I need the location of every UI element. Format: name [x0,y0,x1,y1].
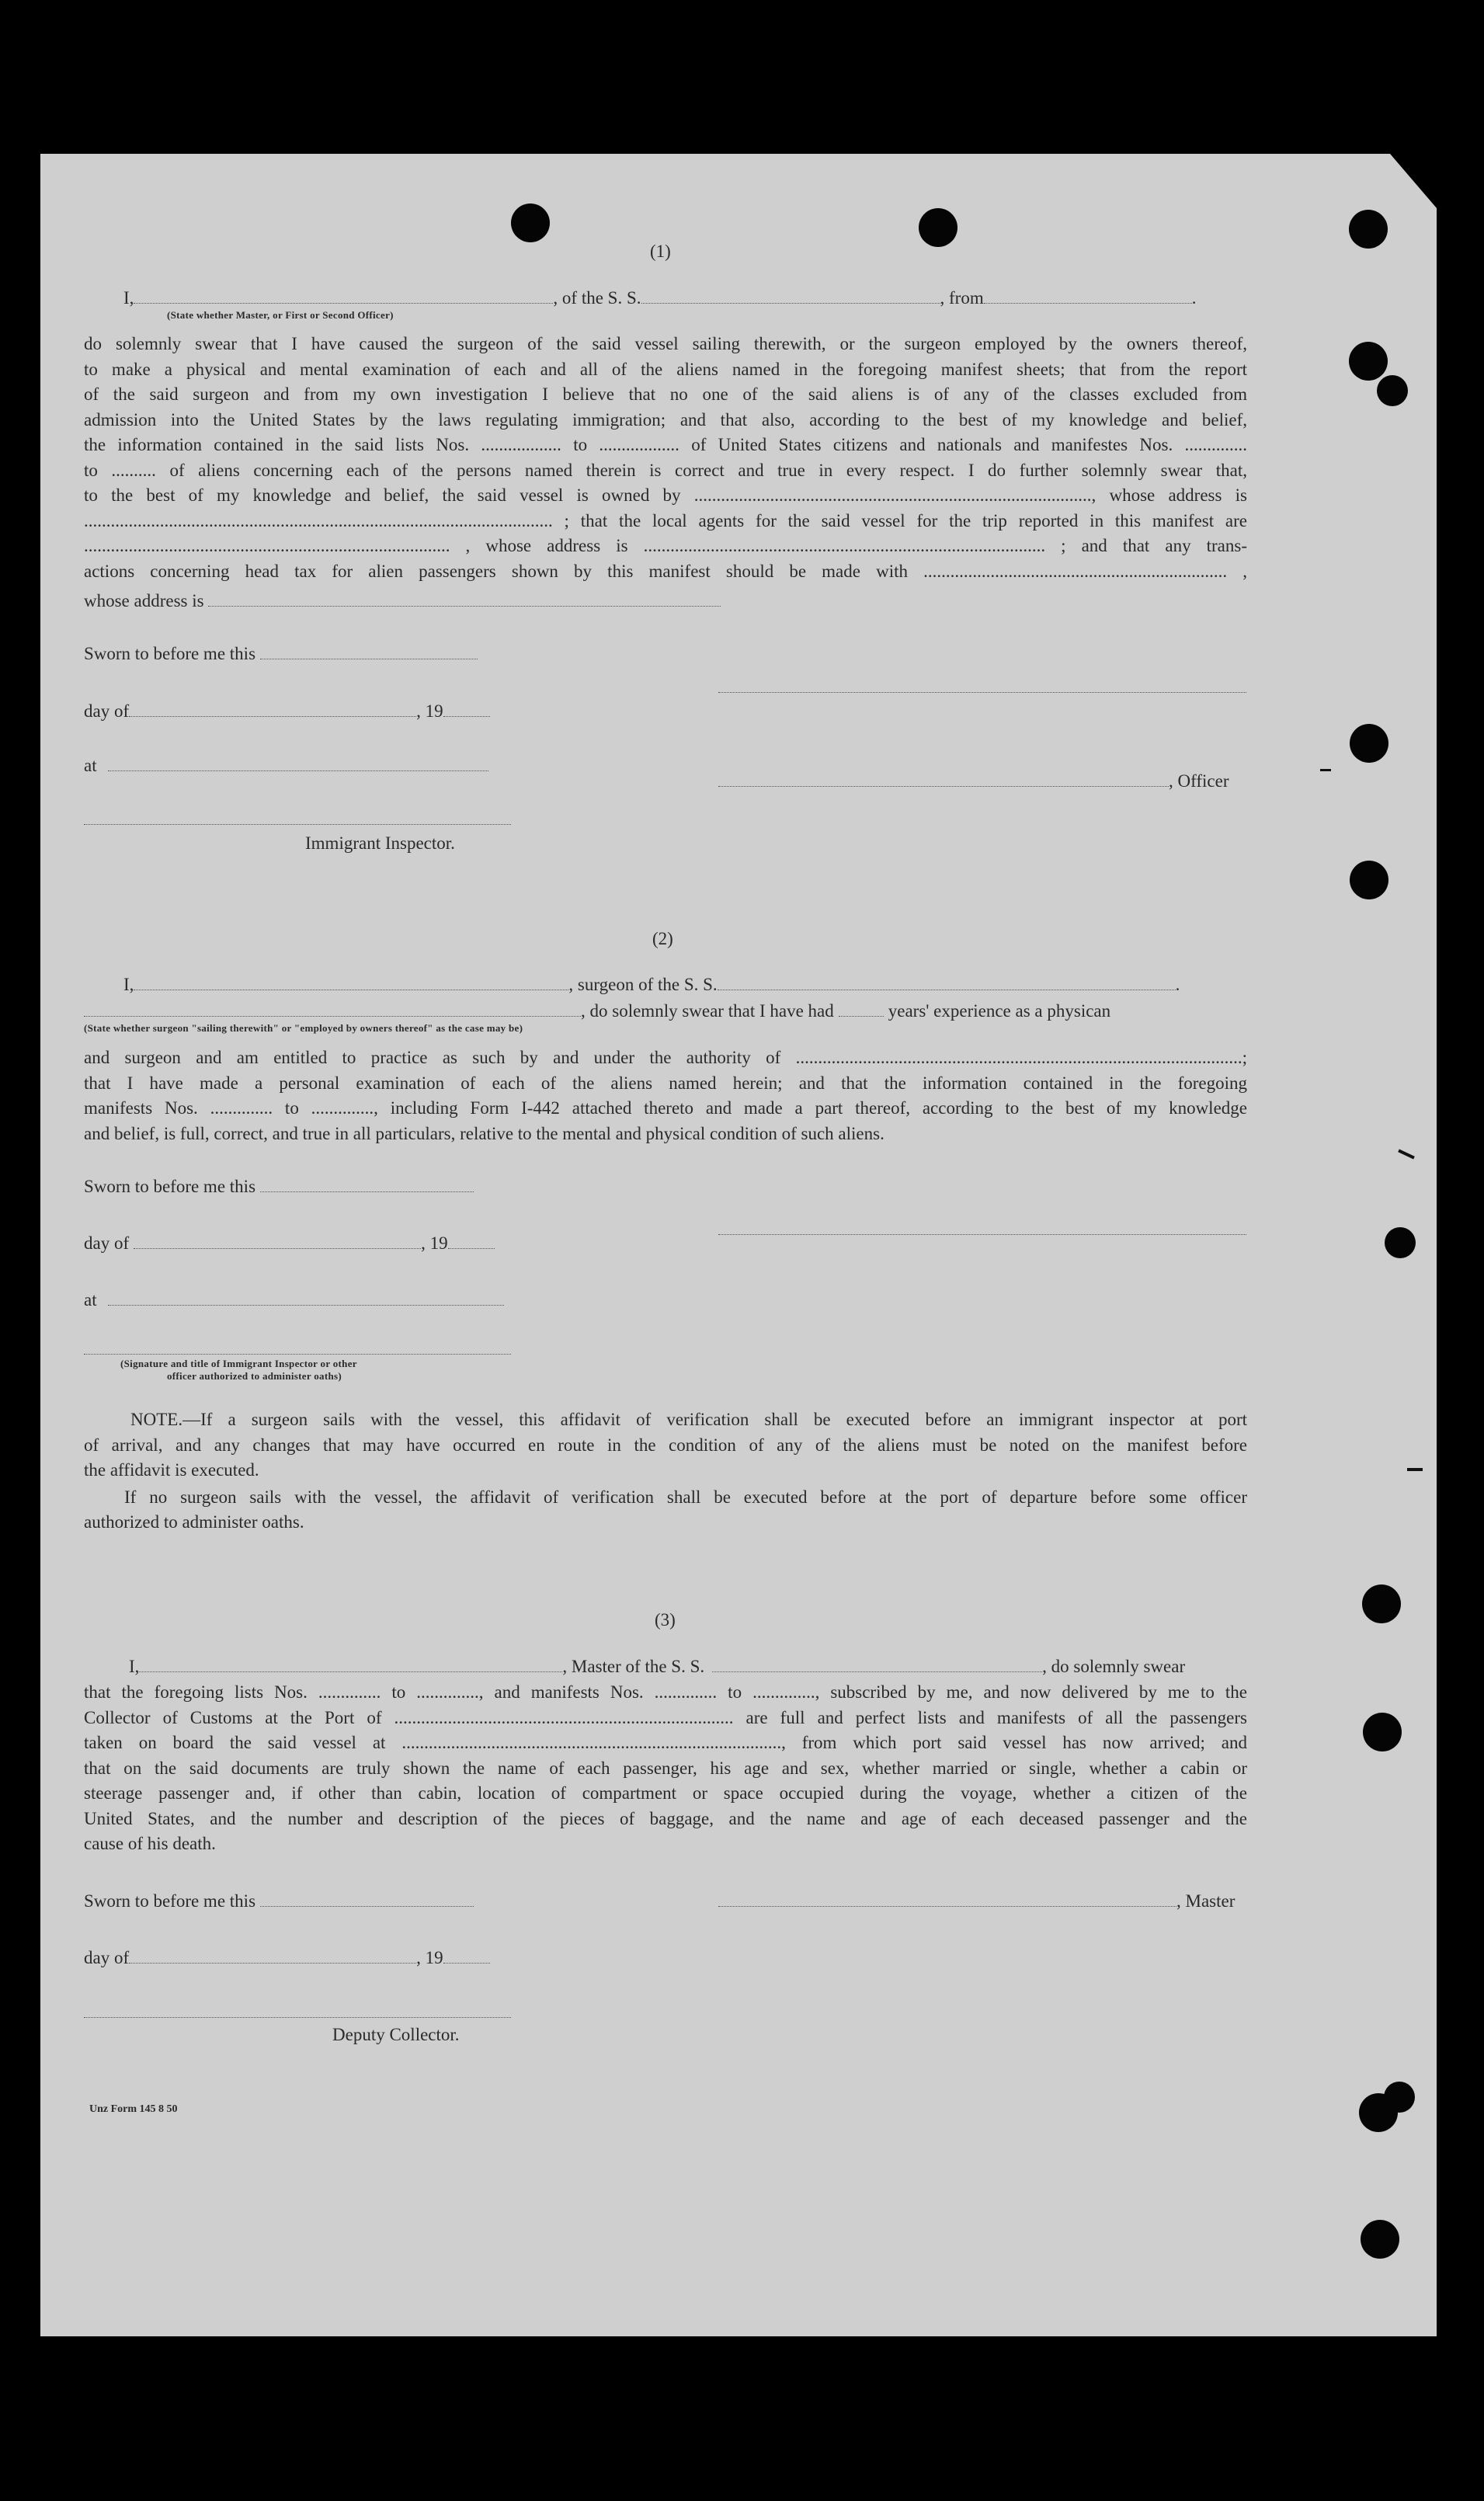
surgeon-text [84,1045,1247,1122]
blank-field [108,755,488,771]
master-text-last: cause of his death. [84,1834,216,1853]
text-line: .................................................................................. , whose address is .......................................................................................... ; and that any trans- [84,536,1247,555]
blank-field [134,287,553,304]
text: Sworn to before me this [84,1177,256,1196]
signature-line [84,2016,511,2018]
folded-corner [1390,154,1437,208]
blank-field [718,770,1169,787]
blank-field [260,1176,474,1192]
note-text-2 [84,1485,1247,1511]
blank-field [84,1000,581,1017]
day-line [84,1231,495,1256]
text-line: manifests Nos. .............. to .............., including Form I-442 attached thereto and made a part thereof, according to the best of my knowledge [84,1098,1247,1118]
section-number: (2) [652,929,673,948]
text-line: NOTE.—If a surgeon sails with the vessel, this affidavit of verification shall be executed before an immigrant inspector at port [130,1410,1247,1429]
blank-field [139,1656,562,1672]
punch-hole [1362,1584,1401,1623]
note-text-last: the affidavit is executed. [84,1460,259,1480]
master-signature [718,1889,1235,1914]
sworn-line [84,1174,474,1199]
text: day of [84,701,130,721]
inspector-title: Immigrant Inspector. [305,833,455,853]
blank-field [134,1233,421,1249]
text-line: steerage passenger and, if other than cabin, location of compartment or space occupied during the voyage, whether a citizen of the [84,1783,1247,1803]
master-opening [129,1654,1185,1679]
blank-field [641,287,940,304]
text: , Master [1176,1891,1236,1911]
blank-field [108,1289,504,1306]
text: , do solemnly swear that I have had [581,1001,834,1021]
text: day of [84,1233,130,1253]
blank-field [448,1233,495,1249]
text: , Officer [1169,771,1229,791]
text: I, [123,288,134,308]
note-text [84,1407,1247,1458]
blank-field [718,1891,1176,1907]
text: day of [84,1948,130,1967]
blank-field [443,701,490,717]
punch-hole [1384,2082,1415,2113]
oath-text [84,332,1247,584]
note-text-2-last: authorized to administer oaths. [84,1512,304,1532]
ink-mark [1320,769,1331,771]
at-line [84,1288,504,1313]
day-line [84,1946,490,1971]
punch-hole [919,208,957,247]
sworn-line [84,642,478,666]
punch-hole [511,203,550,242]
text-line: the information contained in the said lists Nos. .................. to .................. of United States citizens and nationals and manifestes Nos. .............. [84,435,1247,454]
text: , Master of the S. S. [562,1657,705,1676]
blank-field [208,590,721,607]
text-line: to the best of my knowledge and belief, the said vessel is owned by ........................................................................................., whose address is [84,485,1247,505]
signature-line [84,823,511,825]
at-line [84,753,488,778]
officer-signature [718,769,1229,794]
blank-field [129,1947,416,1964]
signature-note: officer authorized to administer oaths) [167,1370,342,1382]
text: , do solemnly swear [1042,1657,1186,1676]
whose-address [84,589,721,614]
text: Sworn to before me this [84,1891,256,1911]
text: at [84,756,97,775]
text: , 19 [421,1233,448,1253]
field-note: (State whether Master, or First or Second Officer) [167,309,394,321]
blank-field [134,974,568,990]
surgeon-text-last: and belief, is full, correct, and true in all particulars, relative to the mental and physical condition of such aliens. [84,1124,884,1143]
blank-field [260,1891,474,1907]
text-line: to .......... of aliens concerning each of the persons named therein is correct and true in every respect. I do further solemnly swear that, [84,460,1247,480]
text: whose address is [84,591,204,610]
blank-field [839,1000,884,1017]
punch-hole [1361,2220,1399,2259]
text: at [84,1290,97,1310]
blank-field [443,1947,490,1964]
deputy-title: Deputy Collector. [332,2025,460,2044]
text-line: ......................................................................................................... ; that the local agents for the said vessel for the trip reported in this manifest are [84,510,1247,530]
punch-hole [1363,1713,1402,1751]
master-text [84,1680,1247,1831]
text-line: United States, and the number and description of the pieces of baggage, and the name and age of each deceased passenger and the [84,1808,1247,1828]
blank-field [129,701,416,717]
section-number: (3) [655,1610,676,1630]
text-line: that I have made a personal examination of each of the aliens named herein; and that the information contained in the foregoing [84,1073,1247,1093]
punch-hole [1349,342,1388,381]
text-line: of the said surgeon and from my own investigation I believe that no one of the said aliens is of any of the classes excluded from [84,384,1247,404]
text-line: taken on board the said vessel at ....................................................................................., from which port said vessel has now arrived; and [84,1733,1247,1752]
field-note: (State whether surgeon "sailing therewith" or "employed by owners thereof" as the case may be) [84,1022,523,1034]
text-line: actions concerning head tax for alien passengers shown by this manifest should be made with .................................................................... , [84,561,1247,581]
text: I, [123,975,134,994]
text-line: do solemnly swear that I have caused the surgeon of the said vessel sailing therewith, or the surgeon employed by the owners thereof, [84,334,1247,353]
form-number: Unz Form 145 8 50 [89,2103,178,2115]
punch-hole [1350,724,1388,763]
text-line: If no surgeon sails with the vessel, the affidavit of verification shall be executed before at the port of departure before some officer [124,1487,1247,1507]
punch-hole [1349,210,1388,249]
text: , 19 [416,1948,443,1967]
text-line: of arrival, and any changes that may have occurred en route in the condition of any of the aliens must be noted on the manifest before [84,1435,1247,1455]
surgeon-opening: I, , surgeon of the S. S. . [123,975,1180,994]
section-number: (1) [650,242,671,261]
text: I, [129,1657,140,1676]
blank-field [718,974,1176,990]
text: , from [940,288,984,308]
text-line: admission into the United States by the laws regulating immigration; and that also, according to the best of my knowledge and belief, [84,409,1247,430]
signature-line [718,1233,1246,1235]
text: Sworn to before me this [84,644,256,663]
text: , surgeon of the S. S. [568,975,718,994]
ink-mark [1407,1468,1423,1471]
text-line: that the foregoing lists Nos. .............. to .............., and manifests Nos. .............. to .............., subscribed by me, and now delivered by me to the [84,1682,1247,1702]
blank-field [984,287,1192,304]
sworn-line [84,1889,474,1914]
text: , 19 [416,701,443,721]
text: years' experience as a physican [888,1001,1111,1021]
day-line [84,699,490,724]
signature-line [718,691,1246,693]
oath-opening: I, , of the S. S. , from . [123,288,1197,308]
punch-hole [1377,375,1408,406]
text-line: that on the said documents are truly shown the name of each passenger, his age and sex, whether married or single, whether a cabin or [84,1758,1247,1778]
text-line: to make a physical and mental examination of each and all of the aliens named in the foregoing manifest sheets; that from the report [84,359,1247,379]
punch-hole [1385,1227,1416,1258]
signature-line [84,1353,511,1355]
text-line: Collector of Customs at the Port of ............................................................................ are full and perfect lists and manifests of all the passengers [84,1707,1247,1727]
punch-hole [1350,861,1388,899]
blank-field [712,1656,1042,1672]
text-line: and surgeon and am entitled to practice as such by and under the authority of ....................................................................................................; [84,1048,1247,1067]
blank-field [260,643,478,659]
signature-note: (Signature and title of Immigrant Inspector or other [120,1358,357,1369]
text: , of the S. S. [553,288,641,308]
